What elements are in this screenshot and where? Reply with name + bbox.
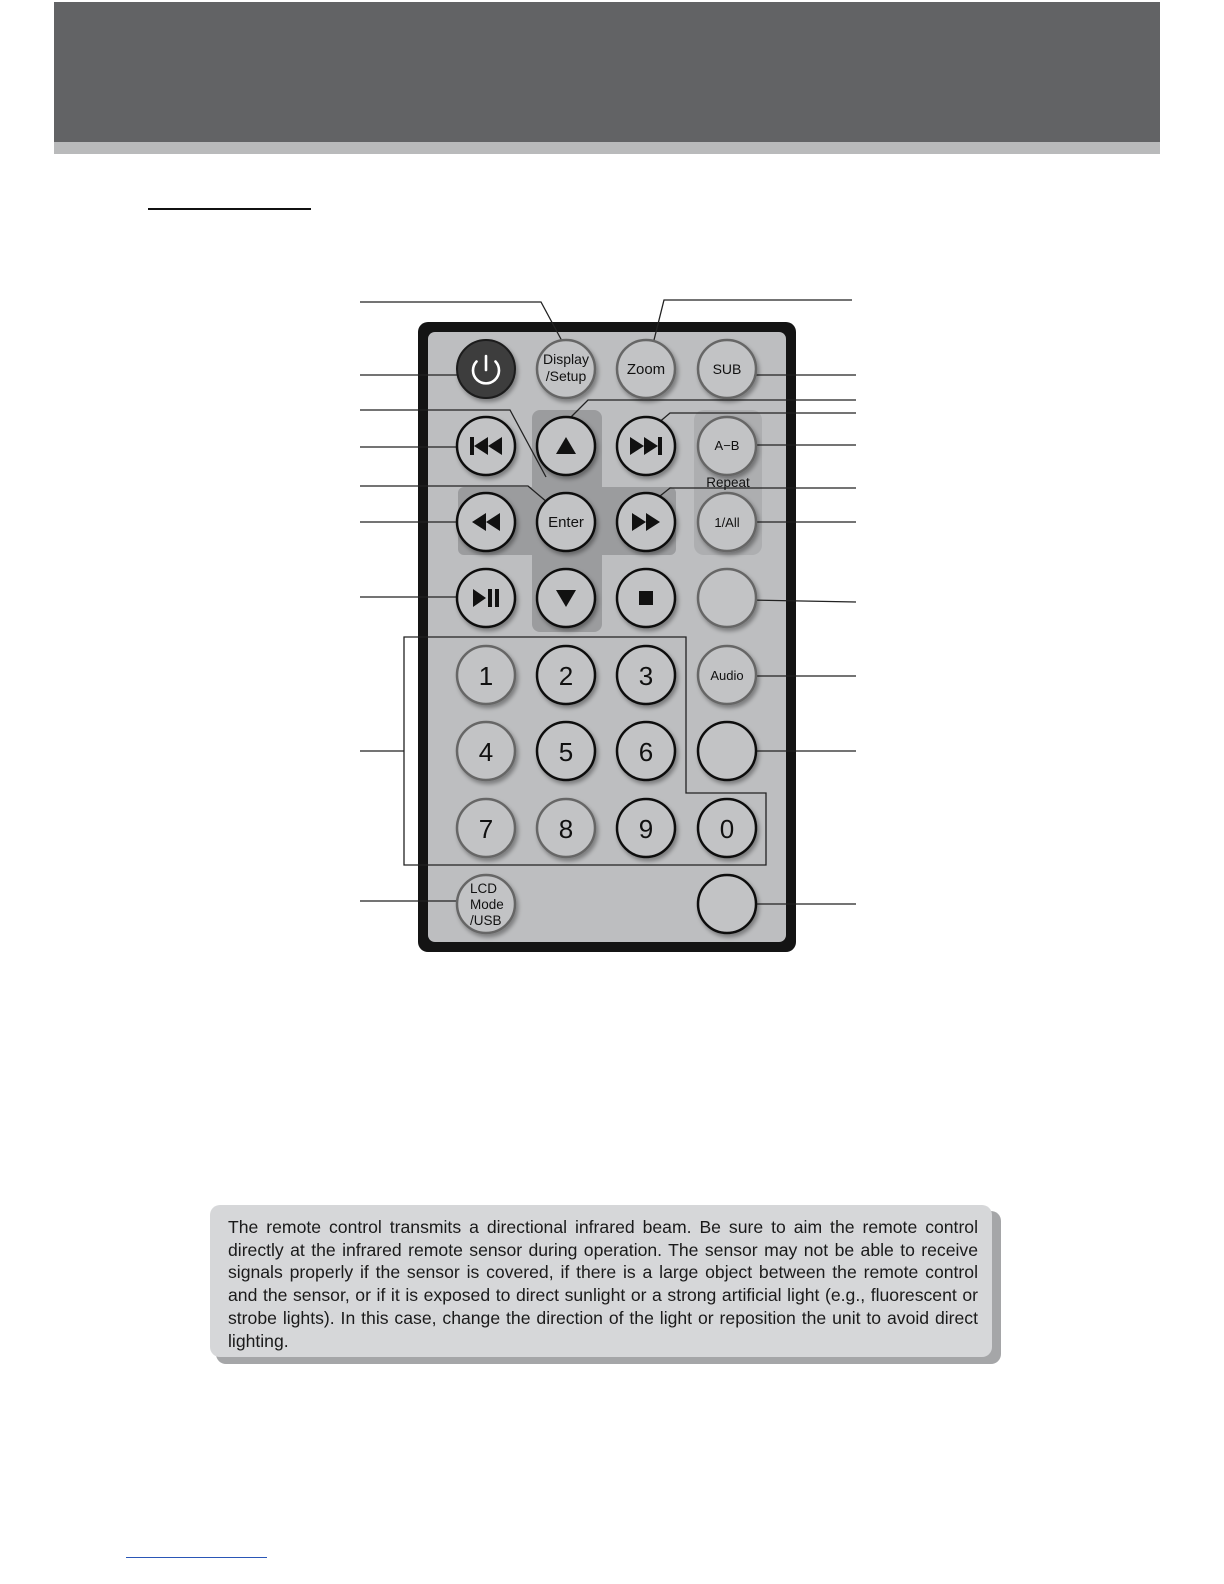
- one-all-label: 1/All: [714, 515, 740, 530]
- digit-label-1: 1: [478, 661, 494, 691]
- digit-label-6: 6: [638, 737, 654, 767]
- lcd-mode-label-line1: LCD: [470, 881, 498, 896]
- sub-label: SUB: [712, 361, 742, 377]
- audio-label: Audio: [710, 668, 744, 683]
- stop-icon: [639, 591, 653, 605]
- display-setup-label-line2: /Setup: [545, 368, 587, 384]
- digit-label-5: 5: [558, 737, 574, 767]
- lcd-mode-label-line2: Mode: [470, 897, 504, 912]
- blank-button-1[interactable]: [698, 569, 756, 627]
- footer-line: [126, 1557, 267, 1558]
- blank-button-2[interactable]: [698, 722, 756, 780]
- digit-label-0: 0: [719, 814, 735, 844]
- display-setup-label-line1: Display: [543, 351, 589, 367]
- enter-label: Enter: [548, 514, 584, 531]
- digit-label-2: 2: [558, 661, 574, 691]
- digit-label-8: 8: [558, 814, 574, 844]
- digit-label-9: 9: [638, 814, 654, 844]
- lcd-mode-label-line3: /USB: [470, 913, 502, 928]
- blank-button-3[interactable]: [698, 875, 756, 933]
- zoom-label: Zoom: [626, 361, 666, 378]
- repeat-label: Repeat: [706, 475, 750, 490]
- ab-label: A−B: [714, 438, 740, 453]
- digit-label-7: 7: [478, 814, 494, 844]
- digit-label-4: 4: [478, 737, 494, 767]
- digit-label-3: 3: [638, 661, 654, 691]
- note-box: [210, 1205, 992, 1357]
- note-text: The remote control transmits a directional infrared beam. Be sure to aim the remote control directly at the infrared remote sensor during operation. The sensor may not be able to receive signals properly if the sensor is covered, if there is a large object between the remote control and the sensor, or if it is exposed to direct sunlight or a strong artificial light (e.g., fluorescent or strobe lights). In this case, change the direction of the light or reposition the unit to avoid direct lighting.: [228, 1217, 978, 1351]
